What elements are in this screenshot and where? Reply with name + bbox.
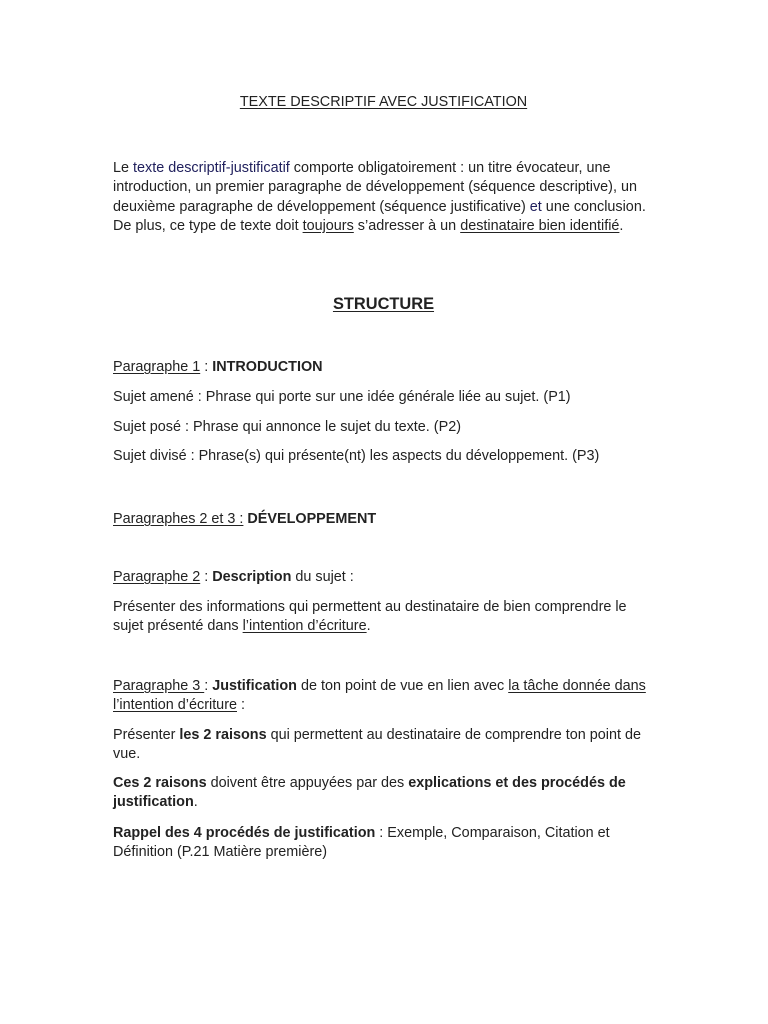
intro-text: Le — [113, 160, 134, 176]
section-intro-heading — [113, 358, 658, 377]
body-text: Présenter des informations qui permettent au destinataire de bien comprendre le sujet présenté dans — [113, 599, 627, 635]
paragraph-3-body-1 — [113, 726, 658, 765]
body-strong: les 2 raisons — [179, 727, 267, 743]
intro-emphasis: destinataire bien identifié — [460, 217, 620, 234]
section-label: Paragraphes 2 et 3 : — [113, 511, 244, 527]
separator: : — [200, 359, 213, 375]
section-dev-heading — [113, 510, 658, 529]
body-strong: Rappel des 4 procédés de justification — [113, 825, 376, 841]
section-label: Paragraphe 3 — [113, 678, 205, 694]
body-text: Présenter — [113, 727, 180, 743]
section-label: Paragraphe 1 — [113, 359, 201, 375]
intro-text: comporte obligatoirement : un titre évocateur, une introduction, un premier paragraphe de développement (séquence descriptive), un deuxième paragraphe de développement (séquence justificative) — [113, 160, 637, 215]
heading-emphasis: la tâche donnée dans l’intention d’écriture — [113, 678, 646, 714]
section-title: Justification — [212, 678, 297, 694]
heading-tail: du sujet : — [291, 569, 354, 585]
body-text: . — [193, 794, 198, 811]
intro-term: texte descriptif-justificatif — [133, 160, 290, 176]
paragraph-2-body — [113, 598, 658, 637]
paragraph-3-body-3 — [113, 824, 658, 863]
intro-text: une conclusion. De plus, ce type de texte doit — [113, 198, 646, 234]
heading-text: de ton point de vue en lien avec — [296, 678, 509, 694]
separator: : — [204, 678, 213, 694]
body-strong: Ces 2 raisons — [113, 775, 207, 791]
paragraph-3-body-2 — [113, 774, 658, 813]
list-item: Sujet amené : Phrase qui porte sur une idée générale liée au sujet. (P1) — [113, 389, 571, 405]
body-strong: explications et des procédés de justification — [113, 775, 626, 811]
list-item: Sujet divisé : Phrase(s) qui présente(nt) les aspects du développement. (P3) — [113, 448, 600, 464]
structure-heading: STRUCTURE — [332, 295, 435, 313]
body-text: : Exemple, Comparaison, Citation et Définition (P.21 Matière première) — [113, 825, 610, 861]
paragraph-2-heading — [113, 568, 658, 587]
intro-text: . — [619, 217, 624, 234]
heading-text: : — [237, 697, 245, 714]
separator: : — [200, 569, 213, 585]
section-title: INTRODUCTION — [212, 359, 323, 375]
body-text: . — [366, 618, 371, 635]
paragraph-3-heading — [113, 677, 658, 716]
section-label: Paragraphe 2 — [113, 569, 201, 585]
intro-text: et — [529, 198, 542, 215]
list-item: Sujet posé : Phrase qui annonce le sujet du texte. (P2) — [113, 419, 461, 435]
body-emphasis: l’intention d’écriture — [242, 618, 367, 635]
body-text: qui permettent au destinataire de comprendre ton point de vue. — [113, 727, 641, 763]
document-title: TEXTE DESCRIPTIF AVEC JUSTIFICATION — [239, 94, 528, 110]
intro-text: s’adresser à un — [353, 217, 461, 234]
intro-paragraph — [113, 159, 658, 236]
body-text: doivent être appuyées par des — [206, 775, 409, 791]
section-title: Description — [212, 569, 292, 585]
section-title: DÉVELOPPEMENT — [247, 511, 377, 527]
intro-emphasis: toujours — [302, 217, 354, 234]
